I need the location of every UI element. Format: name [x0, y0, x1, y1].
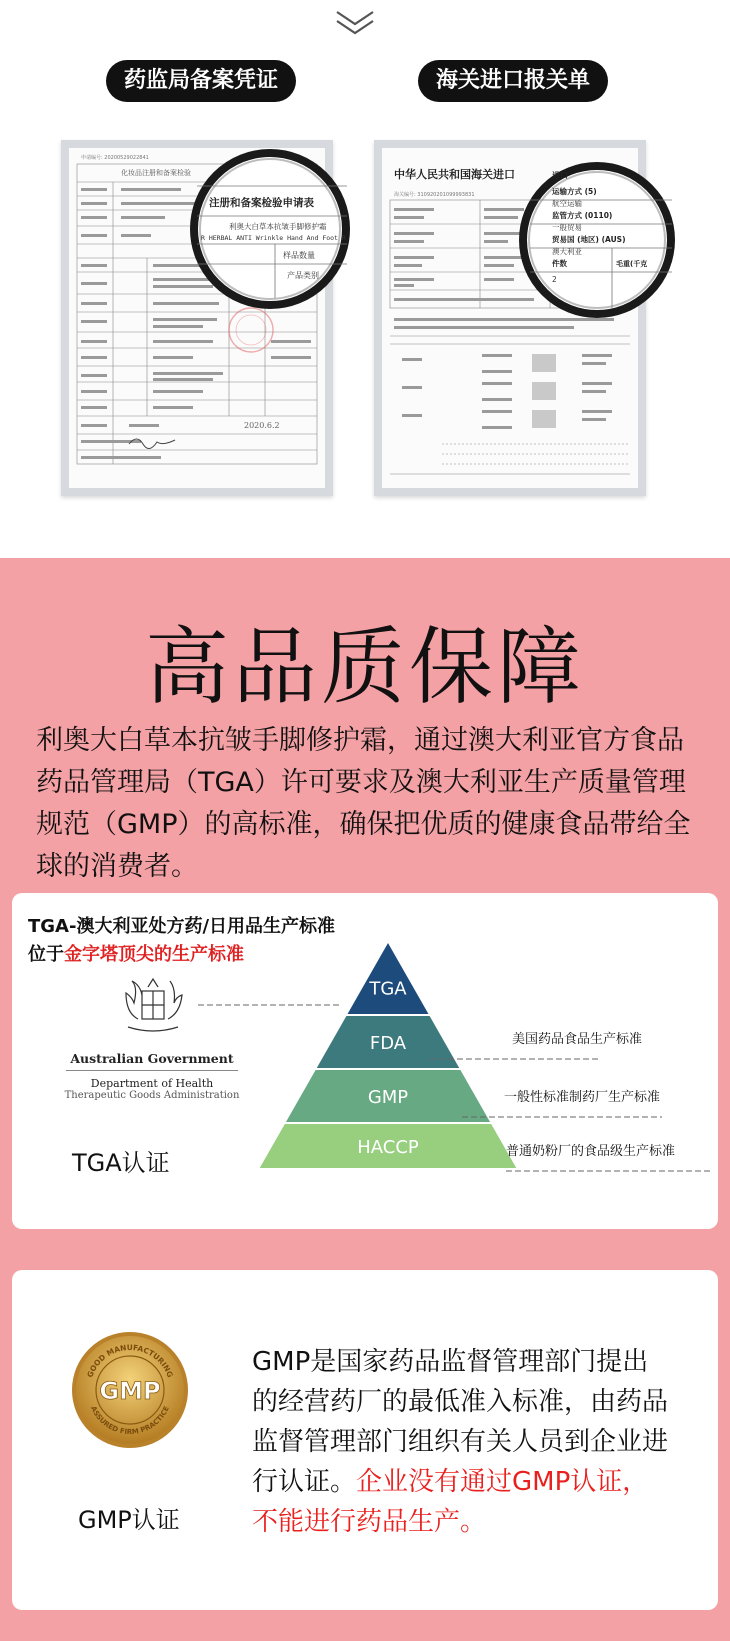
gmp-description: GMP是国家药品监督管理部门提出的经营药厂的最低准入标准，由药品监督管理部门组织有关人员到企业进行认证。企业没有通过GMP认证，不能进行药品生产。	[252, 1347, 669, 1537]
gmp-card	[12, 1270, 718, 1610]
document-header: 化妆品注册和备案检验	[121, 169, 191, 177]
section-title: 高品质保障	[144, 618, 585, 716]
gmp-certification-label: GMP认证	[78, 1506, 180, 1534]
svg-text:R HERBAL ANTI Wrinkle Hand And: R HERBAL ANTI Wrinkle Hand And Foot R	[201, 234, 346, 242]
document-form-lines	[69, 148, 346, 488]
gmp-note: 一般性标准制药厂生产标准	[504, 1090, 661, 1105]
svg-text:GMP: GMP	[99, 1377, 161, 1405]
svg-text:澳大利亚: 澳大利亚	[552, 247, 582, 256]
svg-text:GOOD MANUFACTURING: GOOD MANUFACTURING	[85, 1342, 175, 1379]
svg-text:毛重(千克: 毛重(千克	[616, 260, 648, 268]
fda-record-label: 药监局备案凭证	[106, 60, 296, 102]
svg-text:一般贸易: 一般贸易	[552, 223, 582, 232]
pyramid-label-gmp: GMP	[367, 1087, 409, 1108]
svg-text:进口: 进口	[552, 171, 568, 180]
fda-note: 美国药品食品生产标准	[512, 1032, 643, 1047]
pyramid-label-fda: FDA	[369, 1033, 407, 1054]
svg-text:申请编号: 20200529022841: 申请编号: 20200529022841	[81, 155, 149, 161]
haccp-note: 普通奶粉厂的食品级生产标准	[506, 1144, 676, 1159]
fda-record-document	[61, 140, 346, 496]
declaration-form-lines	[382, 148, 648, 488]
svg-text:监管方式 (0110): 监管方式 (0110)	[552, 211, 613, 220]
svg-text:利奥大白草本抗皱手脚修护霜: 利奥大白草本抗皱手脚修护霜	[229, 222, 327, 231]
svg-text:2: 2	[552, 275, 557, 284]
svg-text:航空运输: 航空运输	[552, 199, 582, 208]
gmp-seal-icon	[70, 1330, 190, 1450]
svg-text:ASSURED FIRM PRACTICE: ASSURED FIRM PRACTICE	[89, 1404, 171, 1437]
svg-text:贸易国 (地区) (AUS): 贸易国 (地区) (AUS)	[552, 235, 626, 244]
svg-text:海关编号: 310920201099993831: 海关编号: 310920201099993831	[394, 192, 475, 198]
pyramid-label-tga: TGA	[369, 978, 407, 1000]
svg-text:2020.6.2: 2020.6.2	[244, 421, 280, 430]
svg-text:注册和备案检验申请表: 注册和备案检验申请表	[209, 197, 314, 209]
tga-card	[12, 893, 718, 1229]
svg-text:样品数量: 样品数量	[283, 251, 315, 260]
standards-pyramid	[162, 933, 718, 1223]
pyramid-label-haccp: HACCP	[357, 1137, 419, 1158]
svg-text:件数: 件数	[552, 259, 567, 268]
svg-text:中华人民共和国海关进口: 中华人民共和国海关进口	[394, 168, 515, 181]
customs-declaration-label: 海关进口报关单	[418, 60, 608, 102]
australian-government-logo: Australian Government Department of Health Therapeutic Goods Administration	[64, 1051, 240, 1101]
svg-text:运输方式 (5): 运输方式 (5)	[552, 187, 597, 196]
svg-text:产品类别: 产品类别	[287, 271, 319, 280]
certificate-section	[0, 0, 730, 558]
customs-declaration-document	[374, 140, 646, 496]
tga-card-title: TGA-澳大利亚处方药/日用品生产标准 位于金字塔顶尖的生产标准	[28, 916, 336, 965]
section-intro: 利奥大白草本抗皱手脚修护霜，通过澳大利亚官方食品药品管理局（TGA）许可要求及澳大利亚生产质量管理规范（GMP）的高标准，确保把优质的健康食品带给全球的消费者。	[36, 725, 691, 882]
chevron-down-icon	[333, 8, 377, 38]
tga-certification-label: TGA认证	[72, 1149, 170, 1177]
